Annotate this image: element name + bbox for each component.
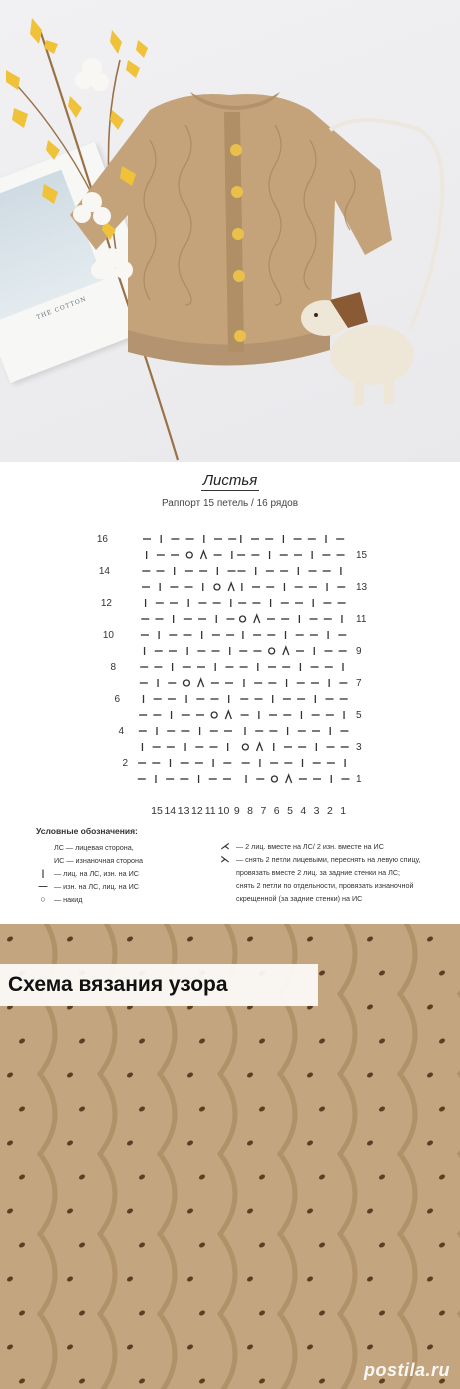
lace-hole <box>6 1275 14 1282</box>
column-number: 2 <box>326 805 333 817</box>
cardigan-button <box>232 228 244 240</box>
lace-hole <box>318 1377 326 1384</box>
lace-hole <box>78 1377 86 1384</box>
row-number-right: 13 <box>356 582 368 593</box>
column-number: 4 <box>300 805 307 817</box>
lace-hole <box>18 1377 26 1384</box>
lace-hole <box>438 1105 446 1112</box>
legend-purl: — — изн. на ЛС, лиц. на ИС <box>36 880 226 893</box>
lace-hole <box>258 1377 266 1384</box>
knitting-chart-section <box>0 462 460 924</box>
pattern-banner <box>0 964 318 1006</box>
row-number-right: 15 <box>356 550 368 561</box>
legend-heading: Условные обозначения: <box>36 826 138 836</box>
lace-hole <box>426 1275 434 1282</box>
lace-hole <box>318 1037 326 1044</box>
cardigan-button <box>233 270 245 282</box>
k2tog-icon <box>200 551 206 559</box>
lace-hole <box>306 1207 314 1214</box>
book-title: THE COTTON <box>35 295 88 322</box>
row-number-right: 1 <box>356 774 362 785</box>
row-number-left: 6 <box>114 694 120 705</box>
lace-hole <box>318 1241 326 1248</box>
legend-yarn-over: ○ — накид <box>36 893 226 906</box>
lace-hole <box>78 1037 86 1044</box>
lace-hole <box>18 1037 26 1044</box>
column-number: 12 <box>191 805 203 817</box>
lace-hole <box>258 1309 266 1316</box>
yarn-over-icon <box>211 712 217 718</box>
lace-hole <box>426 1071 434 1078</box>
photo-illustration <box>0 0 460 462</box>
lace-hole <box>438 1241 446 1248</box>
column-number: 7 <box>260 805 267 817</box>
legend-ssk: ⋋ — снять 2 петли лицевыми, переснять на левую спицу, <box>218 853 458 866</box>
lace-hole <box>426 1003 434 1010</box>
row-number-right: 11 <box>356 614 367 625</box>
lace-hole <box>198 1241 206 1248</box>
lace-hole <box>246 1275 254 1282</box>
lace-hole <box>366 1003 374 1010</box>
lace-hole <box>18 1241 26 1248</box>
lace-hole <box>378 969 386 976</box>
lace-hole <box>246 1071 254 1078</box>
lace-hole <box>378 1105 386 1112</box>
k2tog-icon <box>254 615 260 623</box>
legend-k2tog: ⋌ — 2 лиц. вместе на ЛС/ 2 изн. вместе на ИС <box>218 840 458 853</box>
lace-hole <box>126 1275 134 1282</box>
k2tog-icon <box>283 647 289 655</box>
yarn-over-icon <box>214 584 220 590</box>
row-number-left: 2 <box>122 758 128 769</box>
watermark-logo: postila.ru <box>363 1360 450 1380</box>
k2tog-icon <box>198 679 204 687</box>
lace-hole <box>438 1309 446 1316</box>
lace-hole <box>438 1173 446 1180</box>
row-number-left: 8 <box>110 662 116 673</box>
knit-cable <box>340 924 355 1389</box>
column-number: 1 <box>340 805 347 817</box>
lace-hole <box>138 1105 146 1112</box>
lace-hole <box>126 1343 134 1350</box>
yarn-over-icon <box>186 552 192 558</box>
lace-hole <box>426 1207 434 1214</box>
lace-hole <box>198 1173 206 1180</box>
lace-hole <box>126 1071 134 1078</box>
lace-hole <box>318 1173 326 1180</box>
lace-hole <box>186 1343 194 1350</box>
lace-hole <box>366 935 374 942</box>
lace-hole <box>318 1105 326 1112</box>
lace-hole <box>138 1241 146 1248</box>
lace-hole <box>18 1105 26 1112</box>
lace-hole <box>6 935 14 942</box>
lace-hole <box>66 1139 74 1146</box>
branch-side-2 <box>12 80 95 200</box>
lace-hole <box>78 1309 86 1316</box>
cardigan-button <box>234 330 246 342</box>
lace-hole <box>438 1037 446 1044</box>
chart-title: Листья <box>202 472 258 489</box>
lace-hole <box>6 1071 14 1078</box>
chart-legend <box>0 826 460 921</box>
lace-hole <box>138 1173 146 1180</box>
k2tog-icon <box>286 775 292 783</box>
lace-hole <box>66 1071 74 1078</box>
lace-hole <box>246 1207 254 1214</box>
lace-hole <box>246 1343 254 1350</box>
lace-hole <box>426 935 434 942</box>
ssk-icon: ⋋ <box>220 854 230 864</box>
yarn-over-icon <box>242 744 248 750</box>
column-number: 5 <box>287 805 293 817</box>
k2tog-icon <box>257 743 263 751</box>
lace-hole <box>306 935 314 942</box>
lace-hole <box>306 1071 314 1078</box>
lace-hole <box>6 1207 14 1214</box>
chart-subtitle: Раппорт 15 петель / 16 рядов <box>161 498 299 509</box>
column-number: 13 <box>177 805 190 817</box>
k2tog-icon: ⋌ <box>220 841 230 851</box>
lace-hole <box>78 1173 86 1180</box>
lace-hole <box>306 1343 314 1350</box>
lace-hole <box>66 935 74 942</box>
cardigan-button <box>231 186 243 198</box>
legend-ls: ЛС — лицевая сторона, <box>54 843 134 852</box>
yarn-over-icon <box>269 648 275 654</box>
knit-symbol-icon: | <box>41 868 45 878</box>
yarn-over-icon: ○ <box>40 894 46 904</box>
cardigan-button <box>230 144 242 156</box>
knit-cable <box>400 924 415 1389</box>
lace-hole <box>186 1207 194 1214</box>
row-number-left: 16 <box>96 534 108 545</box>
lace-hole <box>378 1309 386 1316</box>
lace-hole <box>438 969 446 976</box>
lace-hole <box>198 1105 206 1112</box>
column-number: 9 <box>233 805 240 817</box>
lace-hole <box>318 969 326 976</box>
lace-hole <box>378 1241 386 1248</box>
lace-hole <box>138 1377 146 1384</box>
lace-hole <box>378 1173 386 1180</box>
lace-hole <box>306 1139 314 1146</box>
row-number-right: 9 <box>356 646 362 657</box>
column-number: 15 <box>151 805 163 817</box>
lace-hole <box>138 1037 146 1044</box>
k2tog-icon <box>228 583 234 591</box>
row-number-right: 7 <box>356 678 362 689</box>
lace-hole <box>66 1275 74 1282</box>
column-number: 3 <box>313 805 320 817</box>
lace-hole <box>78 1241 86 1248</box>
lace-hole <box>258 1173 266 1180</box>
lace-hole <box>126 935 134 942</box>
lace-hole <box>186 1071 194 1078</box>
column-number: 6 <box>273 805 280 817</box>
lace-hole <box>66 1343 74 1350</box>
lace-hole <box>246 935 254 942</box>
lace-hole <box>186 1275 194 1282</box>
row-number-left: 4 <box>118 726 124 737</box>
lace-hole <box>258 1105 266 1112</box>
column-number: 11 <box>204 805 216 817</box>
legend-ssk-line2: провязать вместе 2 лиц. за задние стенки на ЛС; <box>236 868 401 877</box>
lace-hole <box>198 1377 206 1384</box>
lace-hole <box>198 1037 206 1044</box>
column-number: 8 <box>247 805 254 817</box>
lace-hole <box>6 1139 14 1146</box>
yarn-over-icon <box>183 680 189 686</box>
lace-hole <box>138 1309 146 1316</box>
purl-symbol-icon: — <box>38 881 48 891</box>
lace-hole <box>186 1139 194 1146</box>
k2tog-icon <box>225 711 231 719</box>
lace-hole <box>18 1309 26 1316</box>
legend-ssk-line3: снять 2 петли по отдельности, провязать изнаночной <box>236 881 414 890</box>
lace-hole <box>366 1071 374 1078</box>
yarn-over-icon <box>271 776 277 782</box>
row-number-right: 3 <box>356 742 362 753</box>
lace-hole <box>198 1309 206 1316</box>
legend-knit: | — лиц. на ЛС, изн. на ИС <box>36 867 226 880</box>
lace-hole <box>378 1037 386 1044</box>
row-number-right: 5 <box>356 710 362 721</box>
lace-hole <box>426 1139 434 1146</box>
lace-hole <box>126 1139 134 1146</box>
lace-hole <box>258 1037 266 1044</box>
lace-hole <box>366 1207 374 1214</box>
lace-hole <box>258 1241 266 1248</box>
lace-hole <box>366 1275 374 1282</box>
knitting-chart <box>0 522 460 822</box>
lace-hole <box>366 1343 374 1350</box>
lace-hole <box>246 1139 254 1146</box>
lace-hole <box>318 1309 326 1316</box>
yarn-over-icon <box>240 616 246 622</box>
column-number: 14 <box>164 805 177 817</box>
row-number-left: 12 <box>100 598 112 609</box>
knit-texture-photo <box>0 924 460 1389</box>
lace-hole <box>186 935 194 942</box>
legend-is: ИС — изнаночная сторона <box>54 856 143 865</box>
legend-ssk-line4: скрещенной (за задние стенки) на ИС <box>236 894 363 903</box>
lace-hole <box>366 1139 374 1146</box>
banner-title: Схема вязания узора <box>8 973 228 996</box>
lace-hole <box>18 1173 26 1180</box>
column-number: 10 <box>217 805 230 817</box>
cardigan-photo <box>0 0 460 462</box>
row-number-left: 14 <box>98 566 110 577</box>
lace-hole <box>66 1207 74 1214</box>
lace-hole <box>78 1105 86 1112</box>
lace-hole <box>126 1207 134 1214</box>
lace-hole <box>6 1343 14 1350</box>
row-number-left: 10 <box>102 630 114 641</box>
lace-hole <box>306 1275 314 1282</box>
lace-hole <box>426 1343 434 1350</box>
